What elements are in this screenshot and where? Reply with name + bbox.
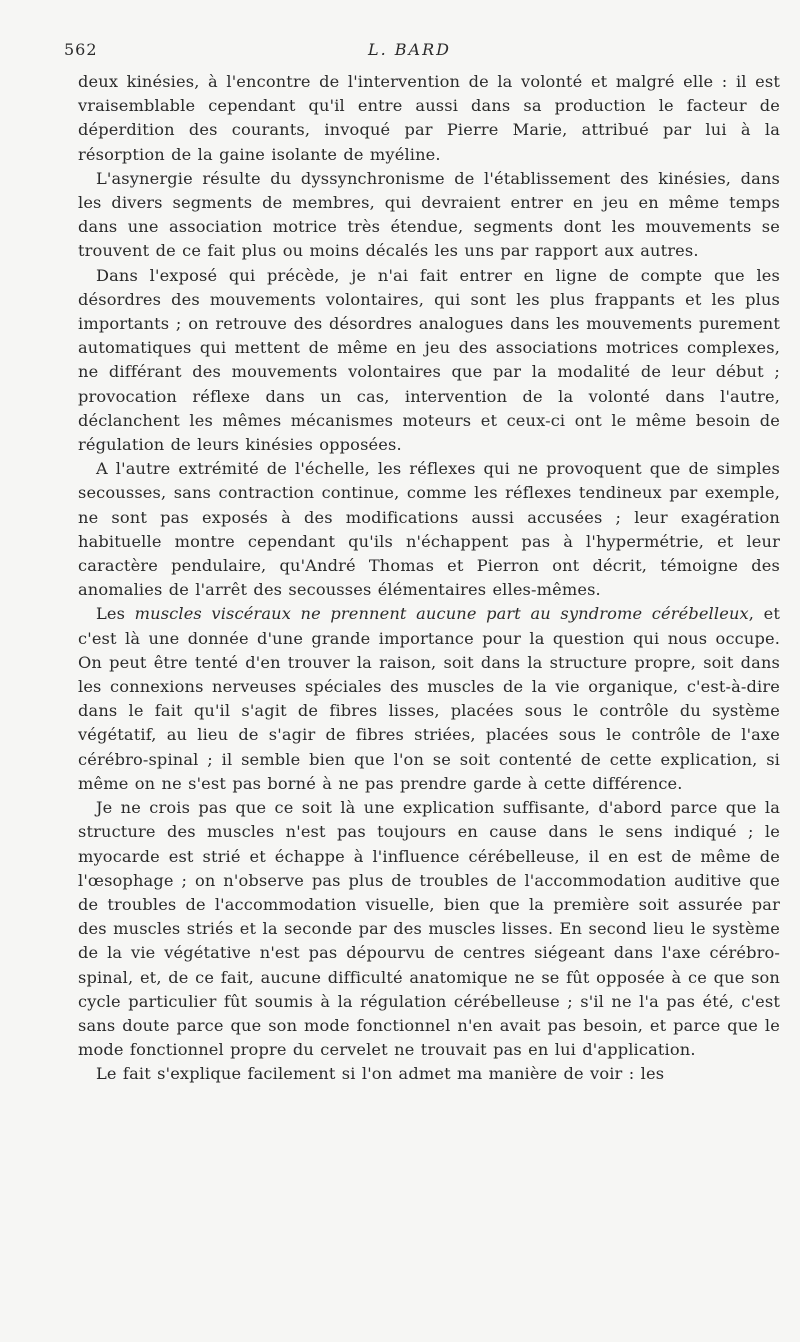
page-number: 562 [64,40,98,59]
page-header [64,40,770,70]
paragraph-text: Dans l'exposé qui précède, je n'ai fait entrer en ligne de compte que les désordres des mouvements volontaires, qui sont les plus frappants et les plus importants ; on retrouve des désordres analogues dans les mouvements purement automatiques qui mettent de même en jeu des associations motrices complexes, ne différant des mouvements volontaires que par la modalité de leur début ; provocation réflexe dans un cas, intervention de la volonté dans l'autre, déclanchent les mêmes mécanismes moteurs et ceux-ci ont le même besoin de régulation de leurs kinésies opposées. [78,265,780,455]
paragraph-text: L'asynergie résulte du dyssynchronisme de l'établissement des kinésies, dans les divers segments de membres, qui devraient entrer en jeu en même temps dans une association motrice très étendue, segments dont les mouvements se trouvent de ce fait plus ou moins décalés les uns par rapport aux autres. [78,168,780,261]
paragraph [78,602,780,796]
paragraph-text: Les [96,604,135,624]
paragraph [78,1062,780,1086]
paragraph [78,264,780,458]
running-head-author: L. BARD [368,40,451,59]
paragraph [78,70,780,167]
paragraph [78,796,780,1062]
paragraph [78,457,780,602]
paragraph-text: Le fait s'explique facilement si l'on admet ma manière de voir : les [96,1064,665,1084]
paragraph-text: Je ne crois pas que ce soit là une explication suffisante, d'abord parce que la structure des muscles n'est pas toujours en cause dans le sens indiqué ; le myocarde est strié et échappe à l'influence cérébelleuse, il en est de même de l'œsophage ; on n'observe pas plus de troubles de l'accommodation auditive que de troubles de l'accommodation visuelle, bien que la première soit assurée par des muscles striés et la seconde par des muscles lisses. En second lieu le système de la vie végétative n'est pas dépourvu de centres siégeant dans l'axe cérébro-spinal, et, de ce fait, aucune difficulté anatomique ne se fût opposée à ce que son cycle particulier fût soumis à la régulation cérébelleuse ; s'il ne l'a pas été, c'est sans doute parce que son mode fonctionnel n'en avait pas besoin, et parce que le mode fonctionnel propre du cervelet ne trouvait pas en lui d'application. [78,798,780,1060]
italic-phrase: muscles viscéraux ne prennent aucune part au syndrome cérébelleux [134,604,749,624]
paragraph [78,167,780,264]
paragraph-text: , et c'est là une donnée d'une grande importance pour la question qui nous occupe. On peut être tenté d'en trouver la raison, soit dans la structure propre, soit dans les connexions nerveuses spéciales des muscles de la vie organique, c'est-à-dire dans le fait qu'il s'agit de fibres lisses, placées sous le contrôle du système végétatif, au lieu de s'agir de fibres striées, placées sous le contrôle de l'axe cérébro-spinal ; il semble bien que l'on se soit contenté de cette explication, si même on ne s'est pas borné à ne pas prendre garde à cette différence. [78,604,781,793]
paragraph-text: A l'autre extrémité de l'échelle, les réflexes qui ne provoquent que de simples secousses, sans contraction continue, comme les réflexes tendineux par exemple, ne sont pas exposés à des modifications aussi accusées ; leur exagération habituelle montre cependant qu'ils n'échappent pas à l'hypermétrie, et leur caractère pendulaire, qu'André Thomas et Pierron ont décrit, témoigne des anomalies de l'arrêt des secousses élémentaires elles-mêmes. [78,459,780,600]
body-text [78,70,780,1087]
paragraph-text: deux kinésies, à l'encontre de l'intervention de la volonté et malgré elle : il est vraisemblable cependant qu'il entre aussi dans sa production le facteur de déperdition des courants, invoqué par Pierre Marie, attribué par lui à la résorption de la gaine isolante de myéline. [78,72,780,164]
